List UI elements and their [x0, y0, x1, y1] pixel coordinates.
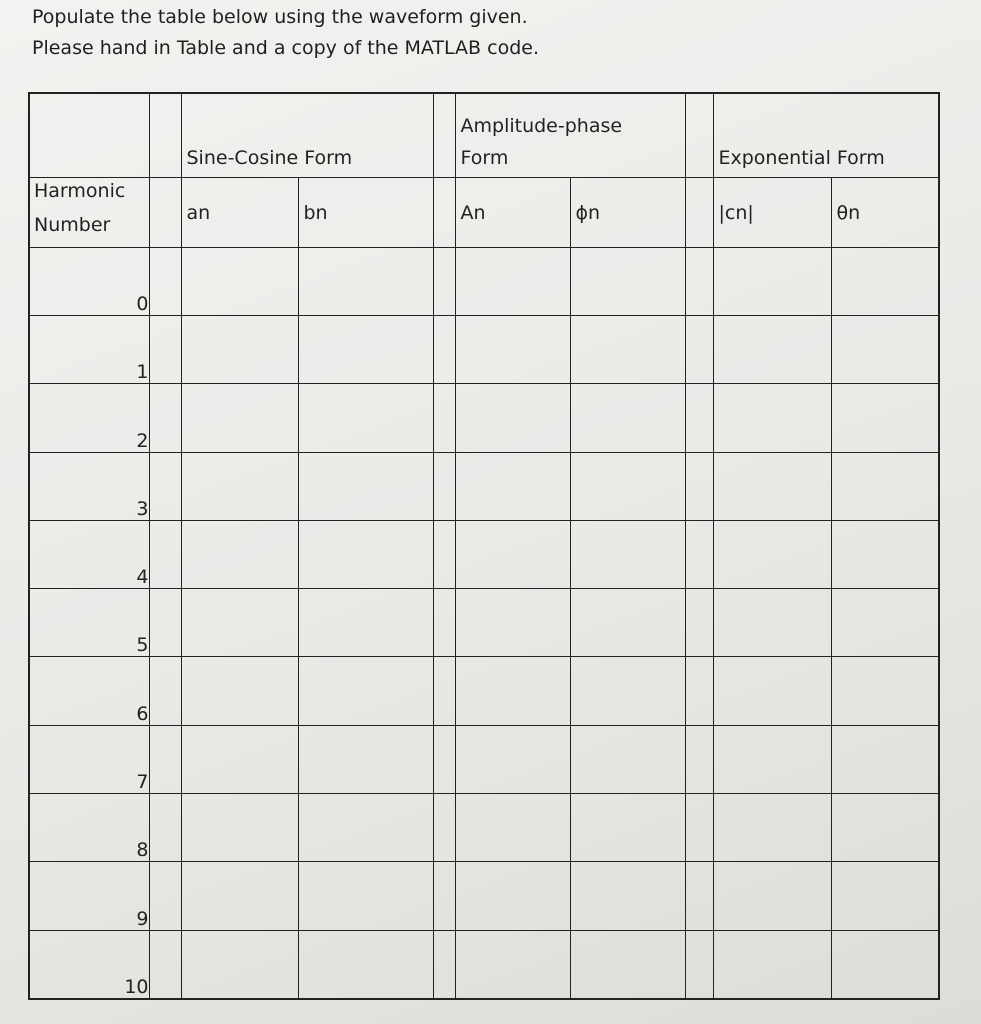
amplitude-phase-form-header [455, 93, 685, 178]
table-row [29, 725, 939, 793]
column-header-An [455, 178, 570, 247]
cell-phi-n[interactable] [570, 930, 685, 999]
cell-an[interactable] [181, 794, 298, 862]
cell-An[interactable] [455, 247, 570, 315]
cell-phi-n[interactable] [570, 315, 685, 383]
cell-bn[interactable] [298, 725, 433, 793]
instruction-line-2: Please hand in Table and a copy of the MATLAB code. [32, 37, 539, 59]
harmonic-number-cell: 4 [29, 520, 149, 588]
table-row [29, 520, 939, 588]
separator-cell [685, 315, 713, 383]
separator-cell [433, 452, 455, 520]
cell-An[interactable] [455, 520, 570, 588]
separator-cell [149, 93, 181, 178]
column-header-bn [298, 178, 433, 247]
cell-theta-n[interactable] [831, 794, 939, 862]
cell-an[interactable] [181, 520, 298, 588]
column-header-cn-abs [713, 178, 831, 247]
cell-phi-n[interactable] [570, 247, 685, 315]
separator-cell [149, 930, 181, 999]
cell-cn-abs[interactable] [713, 862, 831, 930]
separator-cell [149, 794, 181, 862]
cell-theta-n[interactable] [831, 452, 939, 520]
cell-An[interactable] [455, 589, 570, 657]
separator-cell [433, 657, 455, 725]
separator-cell [685, 384, 713, 452]
fourier-coefficients-table [28, 92, 938, 1000]
separator-cell [149, 452, 181, 520]
instructions [32, 2, 539, 64]
cell-cn-abs[interactable] [713, 452, 831, 520]
cell-theta-n[interactable] [831, 725, 939, 793]
cell-An[interactable] [455, 452, 570, 520]
cell-bn[interactable] [298, 589, 433, 657]
table-row [29, 384, 939, 452]
column-label-theta-n: θn [836, 201, 861, 224]
column-label-phi-n: ϕn [575, 201, 601, 224]
cell-phi-n[interactable] [570, 452, 685, 520]
instruction-line-1: Populate the table below using the waveform given. [32, 6, 528, 28]
cell-phi-n[interactable] [570, 794, 685, 862]
cell-bn[interactable] [298, 384, 433, 452]
harmonic-number-cell: 3 [29, 452, 149, 520]
cell-an[interactable] [181, 315, 298, 383]
harmonic-number-cell: 9 [29, 862, 149, 930]
harmonic-number-cell: 1 [29, 315, 149, 383]
cell-an[interactable] [181, 452, 298, 520]
cell-cn-abs[interactable] [713, 384, 831, 452]
separator-cell [433, 725, 455, 793]
separator-cell [433, 315, 455, 383]
separator-cell [149, 657, 181, 725]
harmonic-number-cell: 5 [29, 589, 149, 657]
cell-An[interactable] [455, 725, 570, 793]
table-row [29, 589, 939, 657]
harmonic-number-cell: 8 [29, 794, 149, 862]
separator-cell [149, 589, 181, 657]
cell-bn[interactable] [298, 794, 433, 862]
separator-cell [685, 247, 713, 315]
cell-theta-n[interactable] [831, 862, 939, 930]
header-blank-cell [29, 93, 149, 178]
cell-theta-n[interactable] [831, 930, 939, 999]
cell-bn[interactable] [298, 930, 433, 999]
harmonic-number-header [29, 178, 149, 247]
cell-An[interactable] [455, 315, 570, 383]
separator-cell [433, 589, 455, 657]
sine-cosine-form-header [181, 93, 433, 178]
exponential-form-label: Exponential Form [718, 147, 885, 170]
separator-cell [685, 520, 713, 588]
harmonic-number-cell: 0 [29, 247, 149, 315]
table-row [29, 247, 939, 315]
separator-cell [149, 725, 181, 793]
cell-phi-n[interactable] [570, 862, 685, 930]
cell-phi-n[interactable] [570, 589, 685, 657]
cell-theta-n[interactable] [831, 315, 939, 383]
cell-an[interactable] [181, 247, 298, 315]
separator-cell [685, 657, 713, 725]
amplitude-phase-label-line2: Form [460, 147, 509, 170]
separator-cell [685, 178, 713, 247]
cell-cn-abs[interactable] [713, 725, 831, 793]
cell-an[interactable] [181, 384, 298, 452]
harmonic-number-cell: 10 [29, 930, 149, 999]
cell-cn-abs[interactable] [713, 315, 831, 383]
separator-cell [433, 520, 455, 588]
amplitude-phase-label-line1: Amplitude-phase [460, 115, 623, 138]
cell-cn-abs[interactable] [713, 247, 831, 315]
cell-An[interactable] [455, 862, 570, 930]
cell-an[interactable] [181, 657, 298, 725]
separator-cell [685, 862, 713, 930]
column-header-theta-n [831, 178, 939, 247]
sine-cosine-form-label: Sine-Cosine Form [186, 147, 353, 170]
cell-an[interactable] [181, 589, 298, 657]
harmonic-label-line1: Harmonic [34, 180, 126, 203]
separator-cell [433, 178, 455, 247]
column-label-cn-abs: |cn| [718, 201, 754, 224]
cell-An[interactable] [455, 794, 570, 862]
cell-cn-abs[interactable] [713, 657, 831, 725]
table-row [29, 452, 939, 520]
table-row [29, 794, 939, 862]
cell-theta-n[interactable] [831, 657, 939, 725]
harmonic-number-cell: 2 [29, 384, 149, 452]
cell-cn-abs[interactable] [713, 520, 831, 588]
table-row [29, 315, 939, 383]
cell-cn-abs[interactable] [713, 589, 831, 657]
cell-phi-n[interactable] [570, 725, 685, 793]
separator-cell [685, 725, 713, 793]
cell-an[interactable] [181, 930, 298, 999]
table-row [29, 862, 939, 930]
separator-cell [433, 862, 455, 930]
separator-cell [433, 794, 455, 862]
separator-cell [685, 930, 713, 999]
separator-cell [149, 247, 181, 315]
separator-cell [685, 93, 713, 178]
cell-bn[interactable] [298, 452, 433, 520]
column-header-row [29, 178, 939, 247]
cell-bn[interactable] [298, 315, 433, 383]
table-row [29, 657, 939, 725]
harmonic-number-cell: 7 [29, 725, 149, 793]
cell-phi-n[interactable] [570, 657, 685, 725]
separator-cell [149, 862, 181, 930]
cell-An[interactable] [455, 930, 570, 999]
harmonic-label-line2: Number [34, 214, 111, 237]
separator-cell [149, 315, 181, 383]
column-header-phi-n [570, 178, 685, 247]
cell-bn[interactable] [298, 247, 433, 315]
separator-cell [149, 178, 181, 247]
cell-phi-n[interactable] [570, 520, 685, 588]
column-label-an: an [186, 201, 211, 224]
separator-cell [685, 589, 713, 657]
separator-cell [149, 384, 181, 452]
column-header-an [181, 178, 298, 247]
column-label-An: An [460, 201, 486, 224]
separator-cell [685, 452, 713, 520]
cell-cn-abs[interactable] [713, 794, 831, 862]
cell-cn-abs[interactable] [713, 930, 831, 999]
cell-phi-n[interactable] [570, 384, 685, 452]
cell-theta-n[interactable] [831, 247, 939, 315]
cell-bn[interactable] [298, 657, 433, 725]
cell-bn[interactable] [298, 862, 433, 930]
separator-cell [433, 930, 455, 999]
separator-cell [433, 247, 455, 315]
column-label-bn: bn [303, 201, 328, 224]
cell-an[interactable] [181, 862, 298, 930]
harmonic-number-cell: 6 [29, 657, 149, 725]
cell-theta-n[interactable] [831, 589, 939, 657]
cell-An[interactable] [455, 657, 570, 725]
group-header-row [29, 93, 939, 178]
cell-theta-n[interactable] [831, 384, 939, 452]
separator-cell [685, 794, 713, 862]
cell-theta-n[interactable] [831, 520, 939, 588]
cell-An[interactable] [455, 384, 570, 452]
table-row [29, 930, 939, 999]
separator-cell [433, 93, 455, 178]
exponential-form-header [713, 93, 939, 178]
cell-an[interactable] [181, 725, 298, 793]
cell-bn[interactable] [298, 520, 433, 588]
separator-cell [433, 384, 455, 452]
separator-cell [149, 520, 181, 588]
